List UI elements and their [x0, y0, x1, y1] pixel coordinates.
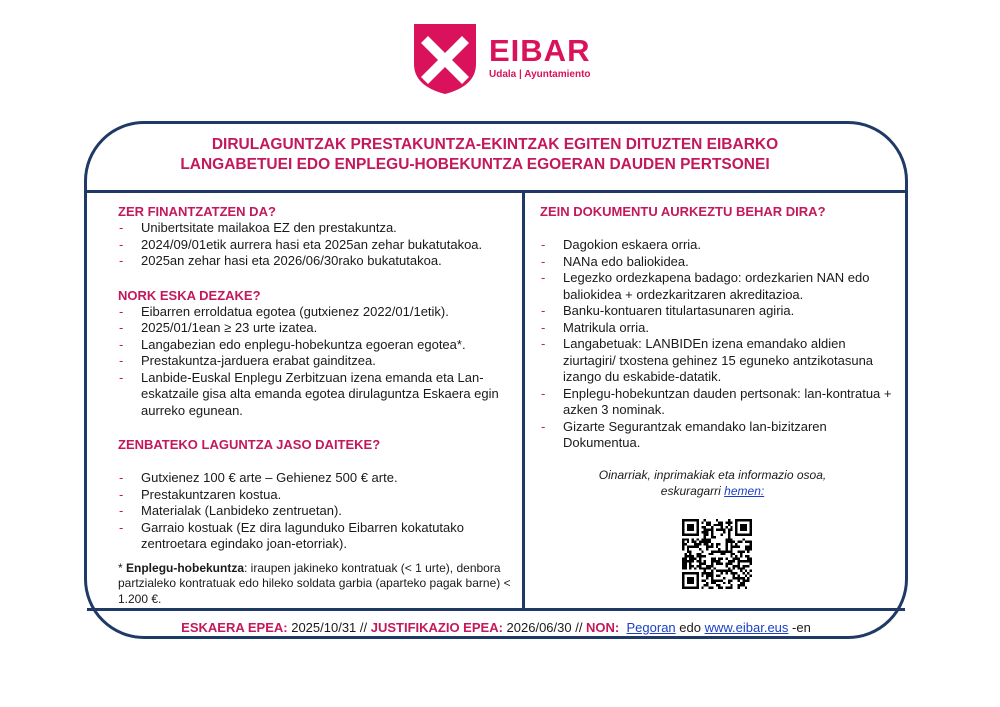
- list-item: - Gizarte Segurantzak emandako lan-bizitzaren Dokumentua.: [540, 419, 895, 452]
- list-item: - Unibertsitate mailakoa EZ den prestakuntza.: [118, 220, 518, 237]
- info-link[interactable]: hemen:: [724, 483, 765, 498]
- list-item: - 2025/01/1ean ≥ 23 urte izatea.: [118, 320, 518, 337]
- right-column: [540, 203, 895, 499]
- application-deadline-label: ESKAERA EPEA:: [181, 620, 288, 635]
- justification-deadline-label: JUSTIFIKAZIO EPEA:: [370, 620, 503, 635]
- footnote: [118, 561, 518, 608]
- qr-code-icon[interactable]: [682, 519, 752, 589]
- footer-or: edo: [675, 620, 705, 635]
- list-item: - Materialak (Lanbideko zentruetan).: [118, 503, 518, 520]
- left-column: [118, 203, 518, 607]
- logo-subtitle: Udala | Ayuntamiento: [489, 69, 591, 80]
- list-item: - Dagokion eskaera orria.: [540, 237, 895, 254]
- list-item: - 2024/09/01etik aurrera hasi eta 2025an zehar bukatutakoa.: [118, 237, 518, 254]
- list-item: - Enplegu-hobekuntzan dauden pertsonak: lan-kontratua + azken 3 nominak.: [540, 386, 895, 419]
- what-list: [118, 220, 518, 270]
- where-label: NON:: [586, 620, 620, 635]
- info-text: [540, 467, 885, 499]
- section-heading-who: NORK ESKA DEZAKE?: [118, 287, 261, 303]
- logo-name: EIBAR: [489, 33, 591, 68]
- section-heading-amount: ZENBATEKO LAGUNTZA JASO DAITEKE?: [118, 437, 381, 452]
- who-list: [118, 304, 518, 420]
- eibar-website-link[interactable]: www.eibar.eus: [704, 620, 789, 635]
- eibar-shield-icon: [414, 24, 476, 94]
- eibar-logo: [414, 24, 591, 94]
- list-item: - NANa edo baliokidea.: [540, 254, 895, 271]
- documents-list: [540, 237, 895, 452]
- list-item: - Prestakuntzaren kostua.: [118, 487, 518, 504]
- footnote-text: : iraupen jakineko kontratuak (< 1 urte), denbora partzialeko kontratuak edo hileko soldata garbia (aparteko pagak barne) < 1.200 €.: [118, 560, 511, 606]
- footer-suffix: -en: [788, 620, 811, 635]
- list-item: - 2025an zehar hasi eta 2026/06/30rako bukatutakoa.: [118, 253, 518, 270]
- list-item: - Prestakuntza-jarduera erabat gainditzea.: [118, 353, 518, 370]
- list-item: - Legezko ordezkapena badago: ordezkarien NAN edo baliokidea + ordezkaritzaren akreditazioa.: [540, 270, 895, 303]
- footer-divider: [87, 608, 905, 611]
- list-item: - Banku-kontuaren titulartasunaren agiria.: [540, 303, 895, 320]
- list-item: - Matrikula orria.: [540, 320, 895, 337]
- justification-deadline-value: 2026/06/30 //: [502, 620, 587, 635]
- column-divider: [522, 193, 525, 608]
- info-line-1: Oinarriak, inprimakiak eta informazio osoa,: [598, 467, 827, 482]
- list-item: - Lanbide-Euskal Enplegu Zerbitzuan izena emanda eta Lan-eskatzaile gisa alta emanda egotea dirulaguntza Eskaera egin aurreko egunean.: [118, 370, 518, 420]
- footer-deadlines: [87, 620, 905, 636]
- title-divider: [87, 190, 905, 193]
- list-item: - Langabetuak: LANBIDEn izena emandako aldien ziurtagiri/ txostena gehinez 15 eguneko antzikotasuna izango du eskabide-datatik.: [540, 336, 895, 386]
- title-line-2: LANGABETUEI EDO ENPLEGU-HOBEKUNTZA EGOERAN DAUDEN PERTSONEI: [180, 156, 770, 173]
- info-line-2: eskuragarri: [660, 483, 721, 498]
- application-deadline-value: 2025/10/31 //: [287, 620, 371, 635]
- list-item: - Gutxienez 100 € arte – Gehienez 500 € arte.: [118, 470, 518, 487]
- page-title: [100, 135, 890, 175]
- footnote-star: *: [118, 560, 127, 575]
- footnote-term: Enplegu-hobekuntza: [126, 560, 245, 575]
- list-item: - Eibarren erroldatua egotea (gutxienez 2022/01/1etik).: [118, 304, 518, 321]
- section-heading-documents: ZEIN DOKUMENTU AURKEZTU BEHAR DIRA?: [540, 204, 826, 219]
- section-heading-what: ZER FINANTZATZEN DA?: [118, 204, 276, 219]
- pegoran-link[interactable]: Pegoran: [626, 620, 676, 635]
- amount-list: [118, 470, 518, 553]
- title-line-1: DIRULAGUNTZAK PRESTAKUNTZA-EKINTZAK EGITEN DITUZTEN EIBARKO: [211, 136, 779, 153]
- list-item: - Langabezian edo enplegu-hobekuntza egoeran egotea*.: [118, 337, 518, 354]
- list-item: - Garraio kostuak (Ez dira lagunduko Eibarren kokatutako zentroetara egindako joan-etorriak).: [118, 520, 518, 553]
